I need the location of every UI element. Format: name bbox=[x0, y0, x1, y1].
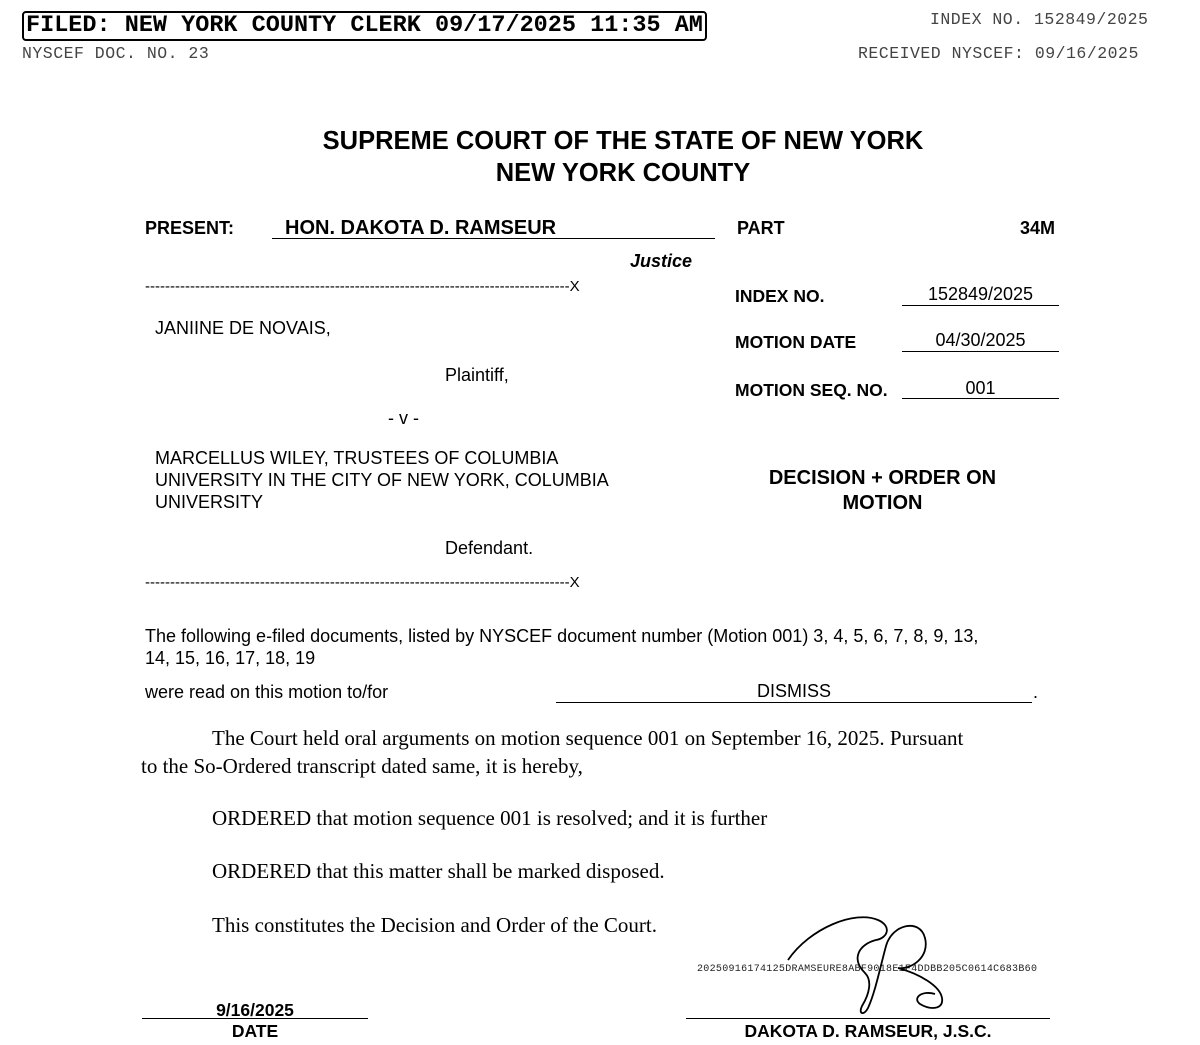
signature-code: 20250916174125DRAMSEURE8ABF9018E1F4DDBB205C0614C683B60 bbox=[697, 964, 1038, 975]
filed-stamp: FILED: NEW YORK COUNTY CLERK 09/17/2025 11:35 AM bbox=[22, 11, 707, 41]
date-underline bbox=[142, 1018, 368, 1019]
versus: - v - bbox=[388, 408, 419, 428]
index-no-label: INDEX NO. bbox=[735, 286, 825, 306]
motion-seq-value: 001 bbox=[965, 378, 996, 398]
motion-date-value: 04/30/2025 bbox=[935, 330, 1026, 350]
ordered-paragraph-1: ORDERED that motion sequence 001 is resolved; and it is further bbox=[212, 806, 768, 830]
motion-type-period: . bbox=[1033, 682, 1039, 702]
justice-name: HON. DAKOTA D. RAMSEUR bbox=[285, 217, 557, 239]
defendant-role: Defendant. bbox=[445, 538, 534, 558]
defendant-line-2: UNIVERSITY IN THE CITY OF NEW YORK, COLUMBIA bbox=[155, 470, 609, 490]
constitutes-paragraph: This constitutes the Decision and Order of the Court. bbox=[212, 913, 657, 937]
nyscef-doc-no: NYSCEF DOC. NO. 23 bbox=[22, 44, 210, 63]
plaintiff-name: JANIINE DE NOVAIS, bbox=[155, 318, 331, 338]
index-no-underline bbox=[902, 305, 1059, 306]
motion-seq-label: MOTION SEQ. NO. bbox=[735, 380, 888, 400]
defendant-line-1: MARCELLUS WILEY, TRUSTEES OF COLUMBIA bbox=[155, 448, 559, 468]
part-label: PART bbox=[737, 218, 785, 238]
documents-line-1: The following e-filed documents, listed by NYSCEF document number (Motion 001) 3, 4, 5, 6, 7, 8, 9, 13, bbox=[145, 626, 979, 646]
date-value: 9/16/2025 bbox=[216, 1000, 294, 1020]
decision-title-line-1: DECISION + ORDER ON bbox=[768, 467, 997, 489]
paragraph-1-line-1: The Court held oral arguments on motion sequence 001 on September 16, 2025. Pursuant bbox=[212, 726, 964, 750]
signature-underline bbox=[686, 1018, 1050, 1019]
motion-date-underline bbox=[902, 351, 1059, 352]
index-no-value: 152849/2025 bbox=[927, 284, 1034, 304]
defendant-line-3: UNIVERSITY bbox=[155, 492, 264, 512]
documents-line-2: 14, 15, 16, 17, 18, 19 bbox=[145, 648, 316, 668]
motion-type: DISMISS bbox=[756, 681, 831, 701]
header-index-no: INDEX NO. 152849/2025 bbox=[930, 10, 1149, 29]
justice-title: Justice bbox=[630, 251, 693, 271]
present-label: PRESENT: bbox=[145, 218, 235, 238]
date-label: DATE bbox=[231, 1021, 279, 1041]
motion-type-underline bbox=[556, 702, 1032, 703]
court-county: NEW YORK COUNTY bbox=[495, 159, 751, 187]
signer-name: DAKOTA D. RAMSEUR, J.S.C. bbox=[744, 1021, 992, 1041]
decision-title-line-2: MOTION bbox=[842, 492, 923, 514]
ordered-paragraph-2: ORDERED that this matter shall be marked disposed. bbox=[212, 859, 665, 883]
caption-divider-bottom: -------------------------------------------------------------------------------------X bbox=[145, 574, 580, 591]
received-date: RECEIVED NYSCEF: 09/16/2025 bbox=[858, 44, 1139, 63]
court-title: SUPREME COURT OF THE STATE OF NEW YORK bbox=[322, 127, 924, 155]
read-on-text: were read on this motion to/for bbox=[145, 682, 389, 702]
caption-divider-top: -------------------------------------------------------------------------------------X bbox=[145, 278, 580, 295]
handwritten-signature bbox=[780, 898, 970, 1024]
part-value: 34M bbox=[1020, 218, 1056, 238]
plaintiff-role: Plaintiff, bbox=[445, 365, 509, 385]
paragraph-1-line-2: to the So-Ordered transcript dated same, it is hereby, bbox=[141, 754, 583, 778]
motion-date-label: MOTION DATE bbox=[735, 332, 857, 352]
